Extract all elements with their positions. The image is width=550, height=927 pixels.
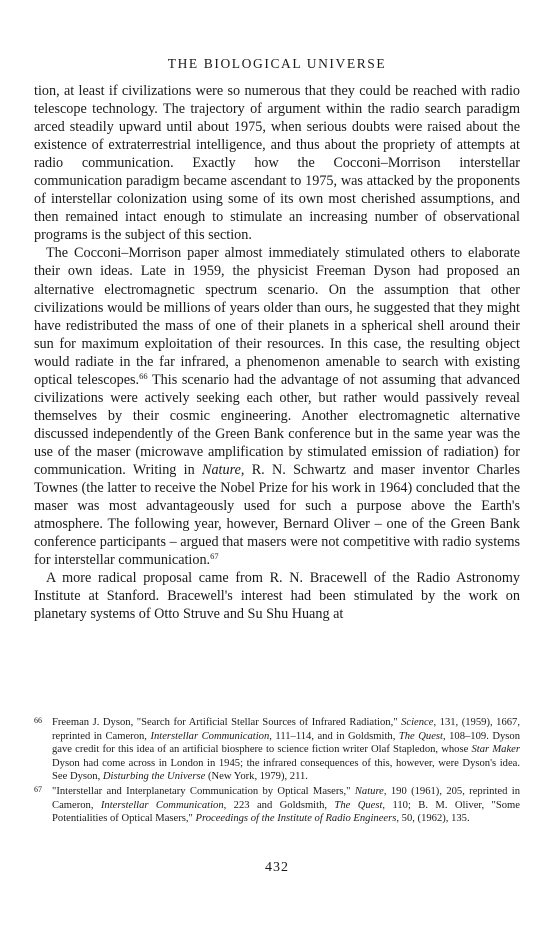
footnote-67 — [34, 785, 520, 826]
footnote-text: , 131, (1959), 1667, reprinted in Cameron, — [52, 717, 520, 742]
paragraph-text: The Cocconi–Morrison paper almost immediately stimulated others to elaborate their own ideas. Late in 1959, the physicist Freeman Dyson had proposed an alternative electromagnetic spectrum scenario. On the assumption that other civilizations would be millions of years older than ours, he suggested that they might have redistributed the mass of one of their planets in a spherical shell around their sun for maximum exploitation of their resources. In this case, the resulting object would radiate in the far infrared, a phenomenon amenable to search with existing optical telescopes. — [34, 245, 520, 388]
book-title: Star Maker — [471, 744, 520, 756]
footnote-text: , 108–109. Dyson gave credit for this idea of an artificial biosphere to science fiction writer Olaf Stapledon, whose — [52, 730, 520, 756]
paragraph-dyson-sphere — [34, 244, 520, 569]
paragraph-bracewell — [34, 569, 520, 623]
footnote-text: Freeman J. Dyson, "Search for Artificial Stellar Sources of Infrared Radiation," — [52, 717, 402, 728]
footnote-reference-67[interactable]: 67 — [210, 551, 219, 562]
footnote-66 — [34, 716, 520, 784]
book-title: The Quest — [398, 730, 443, 742]
footnote-number: 67 — [34, 784, 42, 794]
body-text — [34, 82, 520, 623]
page-number: 432 — [265, 860, 289, 875]
footnote-text: (New York, 1979), 211. — [205, 771, 308, 783]
footnote-text: , 223 and Goldsmith, — [223, 799, 335, 811]
book-title: Interstellar Communication — [100, 799, 224, 811]
journal-title: Nature — [354, 785, 384, 797]
book-page — [34, 0, 520, 927]
footnote-text: , 111–114, and in Goldsmith, — [269, 730, 399, 742]
footnotes — [34, 716, 520, 827]
footnote-reference-66[interactable]: 66 — [139, 370, 148, 381]
paragraph-text: tion, at least if civilizations were so numerous that they could be reached with radio telescope technology. The trajectory of argument within the radio search paradigm arced steadily upward until about 1975, when serious doubts were raised about the existence of extraterrestrial intelligence, and thus about the propriety of attempts at radio communication. Exactly how the Cocconi–Morrison interstellar communication paradigm became ascendant to 1975, was attacked by the proponents of interstellar colonization using some of its own most cherished assumptions, and then remained intact enough to stimulate an increasing number of observational programs is the subject of this section. — [34, 83, 520, 244]
paragraph-continuation — [34, 82, 520, 244]
journal-title: Nature — [202, 461, 241, 478]
book-title: Disturbing the Universe — [102, 771, 206, 783]
footnote-text: Dyson had come across in London in 1945; the infrared consequences of this, however, were Dyson's idea. See Dyson, — [52, 757, 520, 783]
journal-title: Proceedings of the Institute of Radio Engineers — [195, 813, 397, 825]
footnote-text: , 190 (1961), 205, reprinted in Cameron, — [52, 785, 520, 811]
paragraph-text: This scenario had the advantage of not assuming that advanced civilizations were actively seeking each other, but rather would passively reveal themselves by their cosmic engineering. Another electromagnetic alternative discussed independently of the Green Bank conference but in the same year was the use of the maser (microwave amplification by stimulated emission of radiation) for communication. Writing in — [34, 371, 520, 478]
book-title: Interstellar Communication — [150, 730, 270, 742]
book-title: The Quest — [334, 799, 383, 811]
paragraph-text: A more radical proposal came from R. N. Bracewell of the Radio Astronomy Institute at Stanford. Bracewell's interest had been stimulated by the work on planetary systems of Otto Struve and Su Shu Huang at — [34, 570, 520, 623]
footnote-text: , 50, (1962), 135. — [396, 813, 470, 825]
footnote-text: "Interstellar and Interplanetary Communication by Optical Masers," — [52, 785, 355, 797]
footnote-text: , 110; B. M. Oliver, "Some Potentialities of Optical Masers," — [52, 799, 520, 825]
paragraph-text: , R. N. Schwartz and maser inventor Charles Townes (the latter to receive the Nobel Prize for his work in 1964) concluded that the maser was most advantageously used for such a purpose above the Earth's atmosphere. The following year, however, Bernard Oliver – one of the Green Bank conference participants – argued that masers were not competitive with radio systems for interstellar communication. — [34, 461, 520, 569]
journal-title: Science — [401, 717, 434, 728]
running-head: THE BIOLOGICAL UNIVERSE — [167, 56, 387, 71]
footnote-number: 66 — [34, 716, 42, 725]
